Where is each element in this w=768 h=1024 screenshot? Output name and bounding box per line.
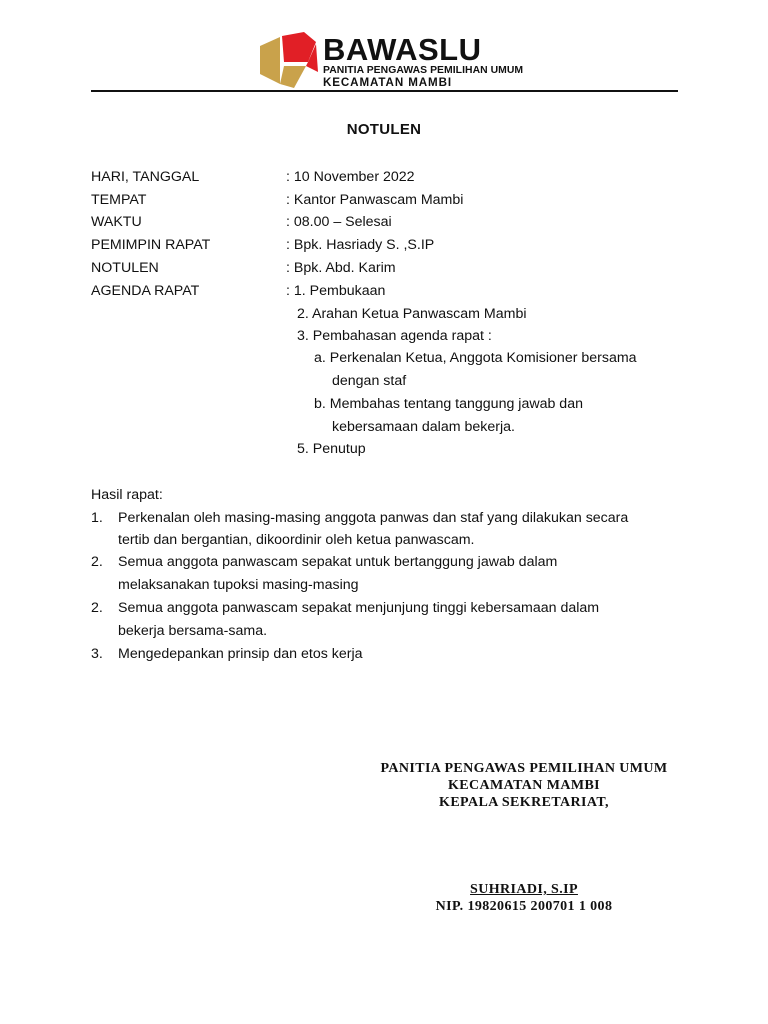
agenda-sub-b-cont: kebersamaan dalam bekerja. [332,419,515,435]
info-value-notetaker: : Bpk. Abd. Karim [286,260,396,276]
agenda-item-5: 5. Penutup [297,441,366,457]
info-label-chair: PEMIMPIN RAPAT [91,237,211,253]
results-heading: Hasil rapat: [91,487,163,503]
brand-subtitle-1: PANITIA PENGAWAS PEMILIHAN UMUM [323,65,524,76]
result-text: Mengedepankan prinsip dan etos kerja [118,646,363,662]
signature-org-1: PANITIA PENGAWAS PEMILIHAN UMUM [380,761,668,776]
info-label-agenda: AGENDA RAPAT [91,283,200,299]
info-value-place: : Kantor Panwascam Mambi [286,192,464,208]
agenda-sub-a-cont: dengan staf [332,373,407,389]
info-label-time: WAKTU [91,214,142,230]
result-text-cont: melaksanakan tupoksi masing-masing [118,577,359,593]
result-number: 1. [91,510,103,526]
result-number: 2. [91,554,103,570]
signature-position: KEPALA SEKRETARIAT, [439,795,609,810]
result-number: 2. [91,600,103,616]
info-value-time: : 08.00 – Selesai [286,214,392,230]
info-label-notetaker: NOTULEN [91,260,159,276]
result-text-cont: bekerja bersama-sama. [118,623,268,639]
agenda-sub-b: b. Membahas tentang tanggung jawab dan [314,396,583,412]
info-label-place: TEMPAT [91,192,147,208]
result-text: Semua anggota panwascam sepakat menjunjung tinggi kebersamaan dalam [118,600,600,616]
result-text-cont: tertib dan bergantian, dikoordinir oleh ketua panwascam. [118,532,475,548]
agenda-item-3: 3. Pembahasan agenda rapat : [297,328,492,344]
logo-gold-shape [260,37,280,84]
logo-gold-shape-lower [280,66,306,88]
result-number: 3. [91,646,103,662]
agenda-item-2: 2. Arahan Ketua Panwascam Mambi [297,306,527,322]
signatory-nip: NIP. 19820615 200701 1 008 [435,899,613,914]
brand-name: BAWASLU [323,32,482,67]
agenda-sub-a: a. Perkenalan Ketua, Anggota Komisioner bersama [314,350,637,366]
info-value-chair: : Bpk. Hasriady S. ,S.IP [286,237,435,253]
document-title: NOTULEN [346,121,422,138]
brand-subtitle-2: KECAMATAN MAMBI [323,76,452,89]
info-label-date: HARI, TANGGAL [91,169,200,185]
signature-org-2: KECAMATAN MAMBI [447,778,601,793]
header-rule [91,90,678,92]
info-value-date: : 10 November 2022 [286,169,415,185]
result-text: Semua anggota panwascam sepakat untuk bertanggung jawab dalam [118,554,558,570]
letterhead-text [323,34,523,89]
result-text: Perkenalan oleh masing-masing anggota panwas dan staf yang dilakukan secara [118,510,629,526]
signatory-name: SUHRIADI, S.IP [470,882,578,897]
agenda-item-1: : 1. Pembukaan [286,283,386,299]
bawaslu-logo [258,32,320,90]
